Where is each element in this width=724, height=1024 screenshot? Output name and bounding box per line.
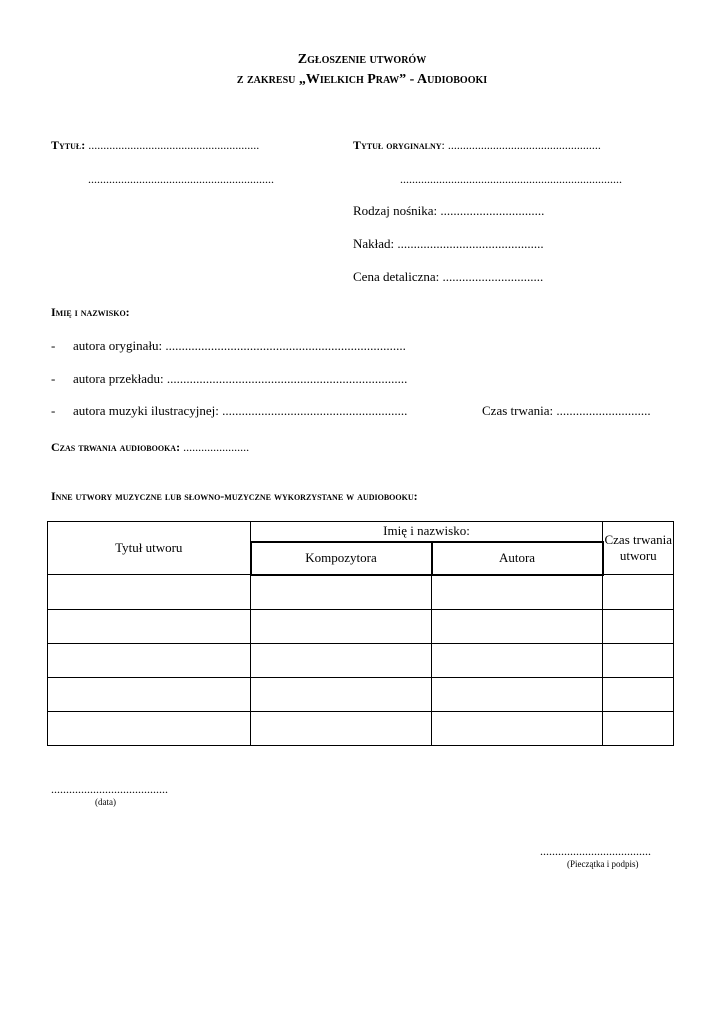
podpis-label: (Pieczątka i podpis) xyxy=(567,859,639,869)
table-cell[interactable] xyxy=(48,711,251,745)
table-cell[interactable] xyxy=(603,643,674,677)
rodzaj-nosnika-field: Rodzaj nośnika: ................................ xyxy=(353,203,545,218)
czas-audiobooka-label: Czas trwania audiobooka: xyxy=(51,440,181,454)
data-signature-line: ....................................... xyxy=(51,782,168,796)
tytul-label: Tytuł: xyxy=(51,138,86,152)
table-row xyxy=(48,711,674,745)
table-cell[interactable] xyxy=(48,609,251,643)
tytul-field xyxy=(51,138,259,153)
table-cell[interactable] xyxy=(251,609,432,643)
bullet-dash: - xyxy=(51,338,56,353)
table-cell[interactable] xyxy=(603,575,674,610)
table-cell[interactable] xyxy=(48,575,251,610)
table-row xyxy=(48,643,674,677)
czas-trwania-field: Czas trwania: ............................. xyxy=(482,403,651,418)
naklad-field: Nakład: ............................................. xyxy=(353,236,544,251)
table-cell[interactable] xyxy=(48,643,251,677)
table-cell[interactable] xyxy=(251,575,432,610)
table-cell[interactable] xyxy=(251,677,432,711)
bullet-dash: - xyxy=(51,403,56,418)
autor-muzyki-field: autora muzyki ilustracyjnej: ......................................................... xyxy=(73,403,408,418)
table-row xyxy=(48,609,674,643)
table-cell[interactable] xyxy=(432,643,603,677)
table-cell[interactable] xyxy=(603,711,674,745)
table-cell[interactable] xyxy=(432,609,603,643)
header-czas-trwania: Czas trwania utworu xyxy=(603,522,674,575)
table-cell[interactable] xyxy=(432,711,603,745)
table-row xyxy=(48,575,674,610)
table-cell[interactable] xyxy=(432,575,603,610)
header-autora: Autora xyxy=(432,542,603,575)
imie-nazwisko-heading: Imię i nazwisko: xyxy=(51,305,130,319)
works-table xyxy=(47,521,674,746)
document-title-line1: Zgłoszenie utworów xyxy=(297,52,427,67)
tytul-oryginalny-dots: : ................................................... xyxy=(441,138,601,152)
tytul-dots: ......................................................... xyxy=(88,138,260,152)
table-cell[interactable] xyxy=(603,609,674,643)
czas-audiobooka-dots: ...................... xyxy=(180,440,250,454)
podpis-signature-line: ..................................... xyxy=(540,844,651,858)
inne-utwory-heading: Inne utwory muzyczne lub słowno-muzyczne wykorzystane w audiobooku: xyxy=(51,489,418,503)
autor-oryginalu-field: autora oryginału: .......................................................................... xyxy=(73,338,406,353)
header-kompozytora: Kompozytora xyxy=(251,542,432,575)
data-label: (data) xyxy=(95,797,116,807)
table-header-row xyxy=(48,522,674,542)
autor-przekladu-field: autora przekładu: .......................................................................... xyxy=(73,371,408,386)
table-cell[interactable] xyxy=(251,643,432,677)
tytul-oryginalny-field xyxy=(353,138,601,153)
bullet-dash: - xyxy=(51,371,56,386)
czas-trwania-audiobooka-field xyxy=(51,440,249,455)
tytul-oryginalny-label: Tytuł oryginalny xyxy=(353,138,442,152)
table-row xyxy=(48,677,674,711)
tytul-dots-line2: .............................................................. xyxy=(88,172,274,186)
header-tytul-utworu: Tytuł utworu xyxy=(48,522,251,575)
document-title-line2: z zakresu „Wielkich Praw” - Audiobooki xyxy=(236,72,488,87)
header-imie-nazwisko: Imię i nazwisko: xyxy=(251,522,603,542)
table-cell[interactable] xyxy=(48,677,251,711)
table-cell[interactable] xyxy=(251,711,432,745)
table-cell[interactable] xyxy=(432,677,603,711)
table-cell[interactable] xyxy=(603,677,674,711)
tytul-oryginalny-dots-line2: .......................................................................... xyxy=(400,172,622,186)
cena-detaliczna-field: Cena detaliczna: ............................... xyxy=(353,269,544,284)
